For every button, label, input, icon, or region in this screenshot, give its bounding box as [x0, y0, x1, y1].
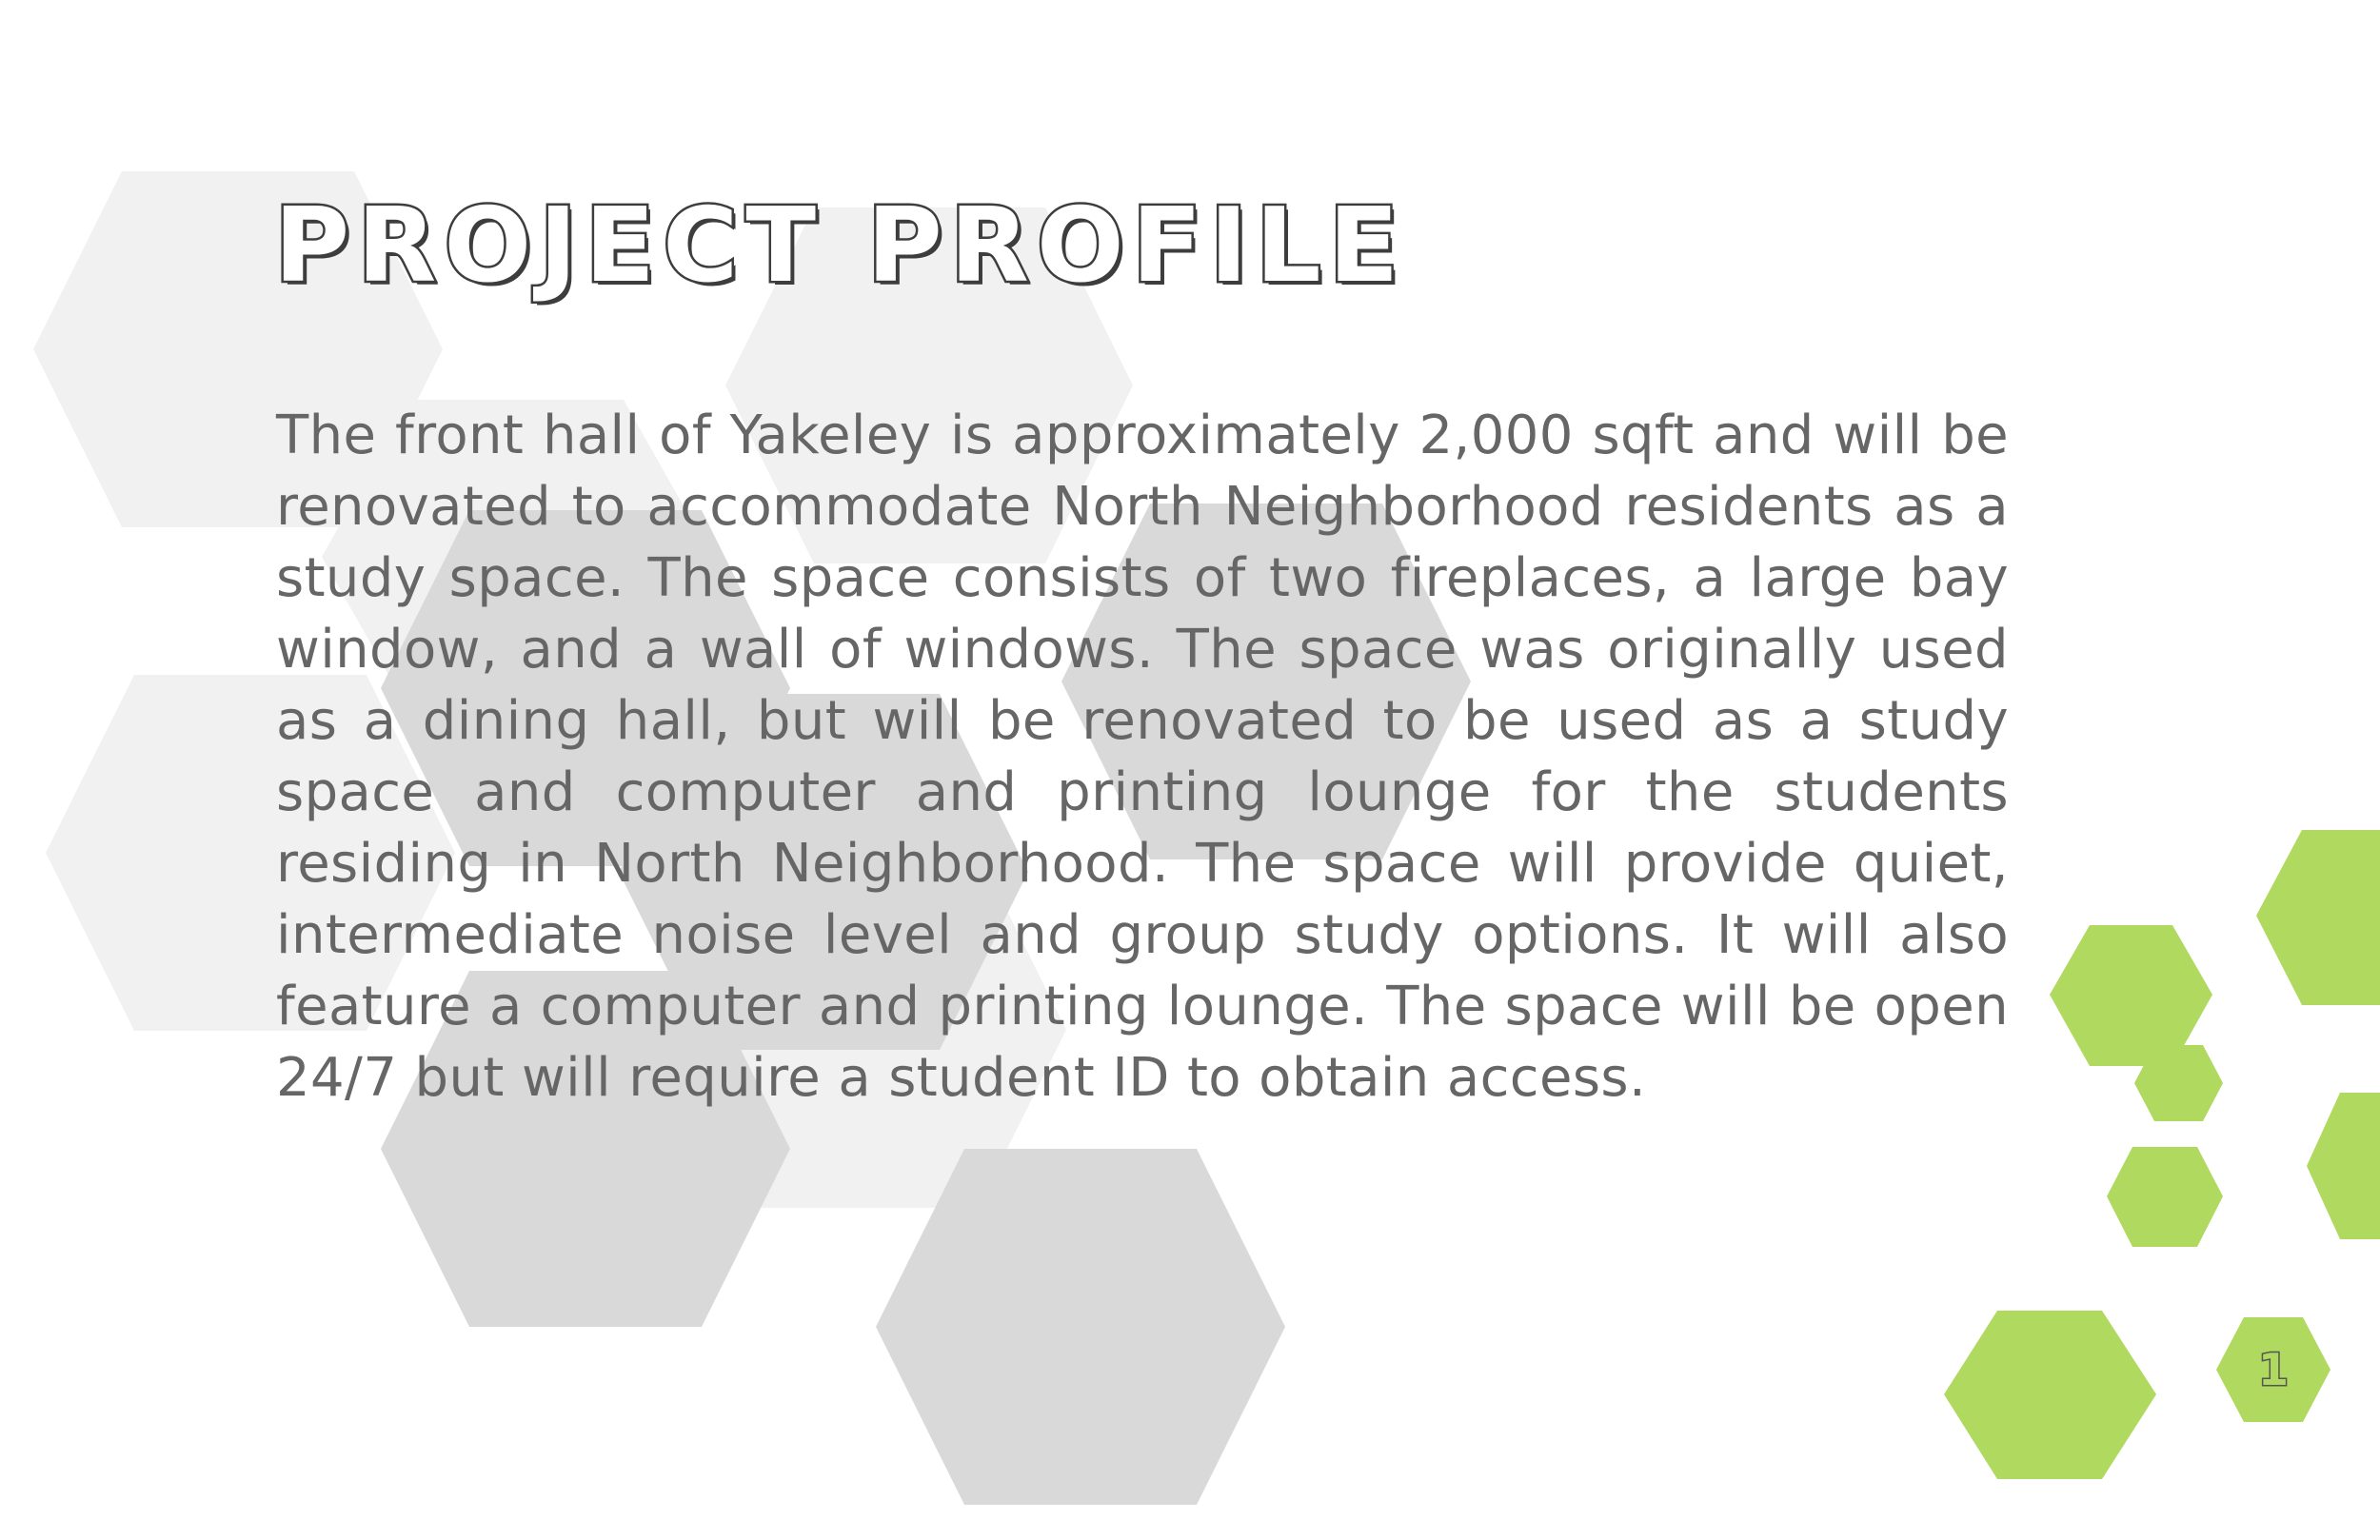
hexagon-decoration [2107, 1147, 2223, 1247]
hexagon-decoration [2307, 1093, 2380, 1239]
page-title: PROJECT PROFILE [274, 187, 1407, 306]
page-number: 1 [2257, 1344, 2289, 1395]
hexagon-decoration [1944, 1311, 2156, 1479]
project-description: The front hall of Yakeley is approximately 2,000 sqft and will be renovated to accommodate North Neighborhood residents as a study space. The space consists of two fireplaces, a large bay window, and a wall of windows. The space was originally used as a dining hall, but will be renovated to be used as a study space and computer and printing lounge for the students residing in North Neighborhood. The space will provide quiet, intermediate noise level and group study options. It will also feature a computer and printing lounge. The space will be open 24/7 but will require a student ID to obtain access. [276, 405, 2009, 1109]
hexagon-decoration [2256, 830, 2380, 1005]
hexagon-decoration [2050, 925, 2212, 1066]
